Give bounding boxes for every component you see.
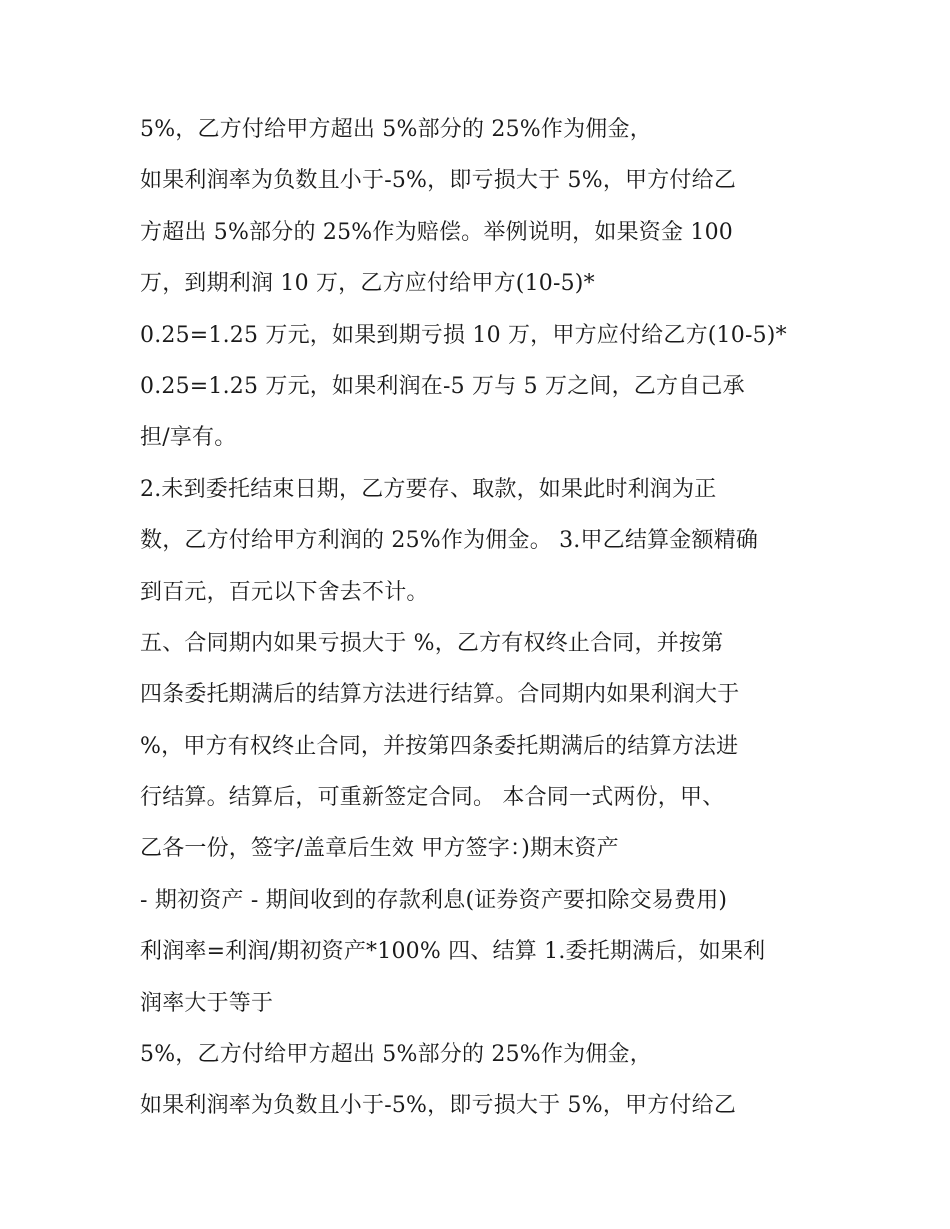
document-body <box>140 104 840 1132</box>
text-line: 数，乙方付给甲方利润的 25%作为佣金。 3.甲乙结算金额精确 <box>140 528 759 554</box>
text-line: 方超出 5%部分的 25%作为赔偿。举例说明，如果资金 100 <box>140 219 733 245</box>
text-line: 0.25=1.25 万元，如果到期亏损 10 万，甲方应付给乙方(10-5)* <box>140 322 787 348</box>
text-line: 万，到期利润 10 万，乙方应付给甲方(10-5)* <box>140 271 595 297</box>
text-line: 5%，乙方付给甲方超出 5%部分的 25%作为佣金， <box>140 117 652 142</box>
text-line: 如果利润率为负数且小于-5%，即亏损大于 5%，甲方付给乙 <box>140 168 737 194</box>
text-line: 到百元，百元以下舍去不计。 <box>140 579 429 605</box>
text-line: 乙各一份，签字/盖章后生效 甲方签字：)期末资产 <box>140 836 619 862</box>
text-line: 如果利润率为负数且小于-5%，即亏损大于 5%，甲方付给乙 <box>140 1093 737 1119</box>
text-line: - 期初资产 - 期间收到的存款利息(证券资产要扣除交易费用) <box>140 887 728 913</box>
text-line: 润率大于等于 <box>140 990 274 1016</box>
text-line: 2.未到委托结束日期，乙方要存、取款，如果此时利润为正 <box>140 476 717 502</box>
text-line: 担/享有。 <box>140 425 237 451</box>
text-line: 五、合同期内如果亏损大于 %，乙方有权终止合同，并按第 <box>140 630 724 656</box>
text-line: 0.25=1.25 万元，如果利润在-5 万与 5 万之间，乙方自己承 <box>140 373 745 399</box>
text-line: 行结算。结算后，可重新签定合同。 本合同一式两份，甲、 <box>140 785 725 811</box>
text-line: 四条委托期满后的结算方法进行结算。合同期内如果利润大于 <box>140 682 740 708</box>
text-line: %，甲方有权终止合同，并按第四条委托期满后的结算方法进 <box>140 733 739 759</box>
text-line: 5%，乙方付给甲方超出 5%部分的 25%作为佣金， <box>140 1042 652 1068</box>
text-line: 利润率=利润/期初资产*100% 四、结算 1.委托期满后，如果利 <box>140 939 766 965</box>
